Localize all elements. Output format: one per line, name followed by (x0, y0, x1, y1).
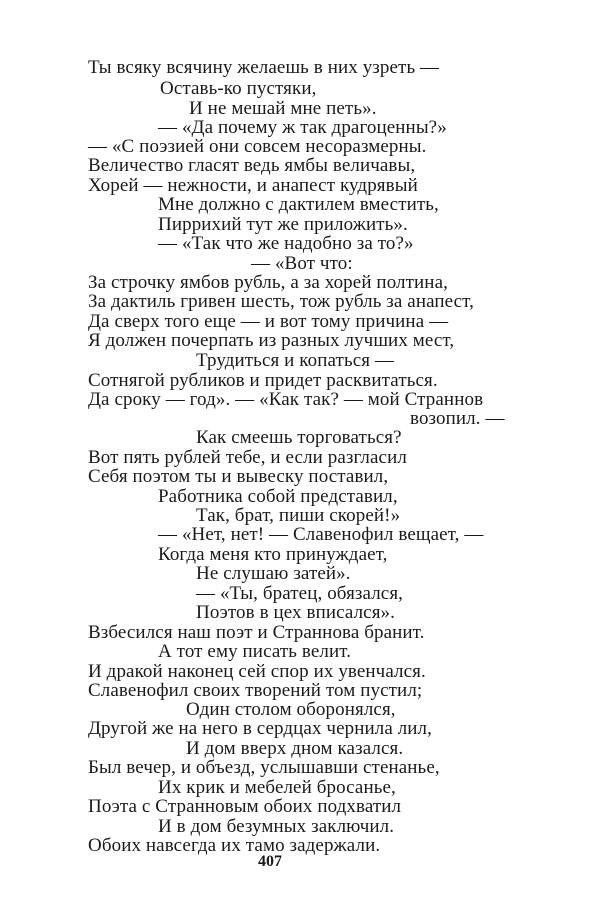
poem-line: Славенофил своих творений том пустил; (88, 680, 423, 701)
poem-line: возопил. — (410, 408, 505, 429)
poem-line: И дом вверх дном казался. (186, 738, 404, 759)
poem-line: Оставь-ко пустяки, (160, 78, 317, 99)
poem-line: И в дом безумных заключил. (158, 816, 395, 837)
poem-line: — «Так что же надобно за то?» (158, 233, 414, 254)
poem-line: Да сроку — год». — «Как так? — мой Страннов (88, 389, 484, 410)
poem-line: — «Нет, нет! — Славенофил вещает, — (158, 524, 484, 545)
poem-line: Работника собой представил, (158, 486, 398, 507)
poem-line: И дракой наконец сей спор их увенчался. (88, 661, 426, 682)
page-number: 407 (258, 853, 282, 870)
poem-line: Как смеешь торговаться? (196, 427, 402, 448)
poem-line: Себя поэтом ты и вывеску поставил, (88, 466, 389, 487)
poem-line: За строчку ямбов рубль, а за хорей полтина, (88, 272, 448, 293)
poem-line: Их крик и мебелей бросанье, (158, 777, 396, 798)
poem-line: Один столом оборонялся, (186, 699, 396, 720)
poem-line: Взбесился наш поэт и Страннова бранит. (88, 622, 425, 643)
poem-line: Я должен почерпать из разных лучших мест, (88, 330, 455, 351)
poem-line: Да сверх того еще — и вот тому причина — (88, 311, 449, 332)
poem-line: Другой же на него в сердцах чернила лил, (88, 718, 432, 739)
poem-line: Пиррихий тут же приложить». (158, 214, 408, 235)
poem-line: Величество гласят ведь ямбы величавы, (88, 155, 416, 176)
poem-line: И не мешай мне петь». (189, 98, 377, 119)
poem-line: Ты всяку всячину желаешь в них узреть — (88, 57, 440, 78)
poem-line: Поэтов в цех вписался». (196, 602, 395, 623)
poem-line: Трудиться и копаться — (196, 350, 395, 371)
poem-line: Хорей — нежности, и анапест кудрявый (88, 175, 418, 196)
poem-line: Поэта с Странновым обоих подхватил (88, 796, 402, 817)
poem-line: Обоих навсегда их тамо задержали. (88, 835, 381, 856)
poem-line: За дактиль гривен шесть, тож рубль за анапест, (88, 291, 475, 312)
poem-line: Мне должно с дактилем вместить, (158, 194, 439, 215)
poem-line: Сотнягой рубликов и придет расквитаться. (88, 370, 438, 391)
poem-line: — «Вот что: (251, 253, 353, 274)
poem-line: А тот ему писать велит. (158, 641, 352, 662)
poem-line: Так, брат, пиши скорей!» (196, 505, 401, 526)
poem-line: — «Да почему ж так драгоценны?» (158, 117, 447, 138)
poem-line: — «Ты, братец, обязался, (196, 583, 404, 604)
poem-line: Не слушаю затей». (196, 563, 351, 584)
poem-line: Когда меня кто принуждает, (158, 544, 388, 565)
poem-line: — «С поэзией они совсем несоразмерны. (88, 136, 427, 157)
poem-line: Вот пять рублей тебе, и если разгласил (88, 447, 407, 468)
poem-line: Был вечер, и объезд, услышавши стенанье, (88, 757, 440, 778)
